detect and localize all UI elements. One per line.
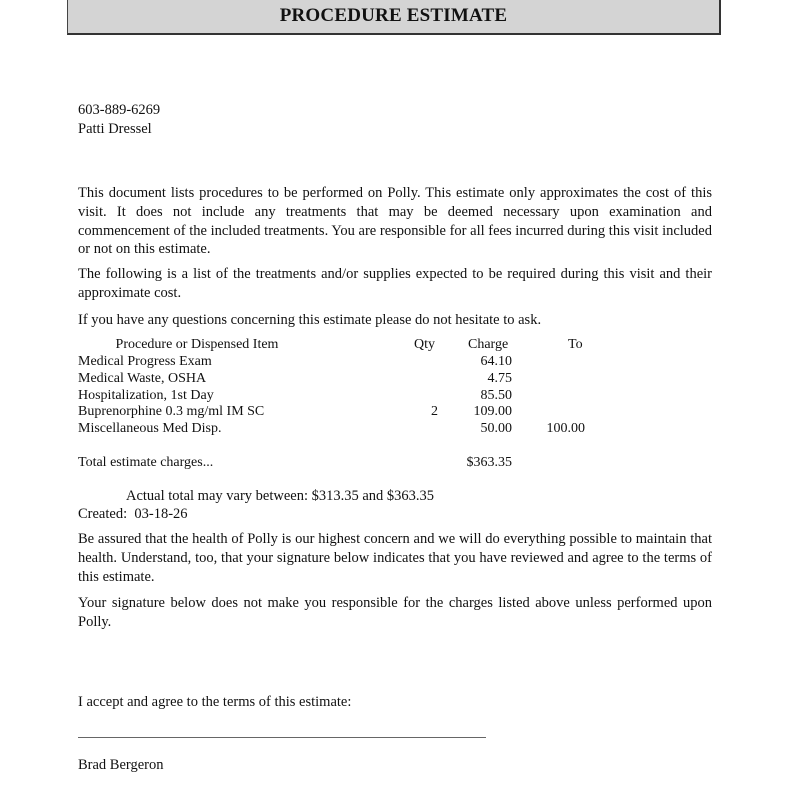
total-value: $363.35 — [466, 455, 512, 470]
table-row-charge: 64.10 — [480, 354, 512, 369]
total-label: Total estimate charges... — [78, 455, 214, 470]
table-row-charge: 50.00 — [480, 421, 512, 436]
table-row-charge: 109.00 — [473, 404, 512, 419]
contact-name: Patti Dressel — [78, 121, 152, 137]
header-box — [67, 0, 721, 35]
accept-text: I accept and agree to the terms of this estimate: — [78, 694, 352, 710]
range-text: Actual total may vary between: $313.35 and $363.35 — [126, 488, 435, 504]
created-text: Created: 03-18-26 — [78, 506, 188, 522]
signer-name: Brad Bergeron — [78, 757, 164, 773]
table-header-qty: Qty — [414, 337, 435, 352]
table-row-charge: 4.75 — [487, 371, 512, 386]
page-title: PROCEDURE ESTIMATE — [279, 5, 508, 26]
table-row-charge: 85.50 — [480, 388, 512, 403]
intro-paragraph: This document lists procedures to be performed on Polly. This estimate only approximates the cost of this visit. It does not include any treatments that may be deemed necessary upon examination and commencement of the included treatments. You are responsible for all fees incurred during this visit included or not on this estimate. — [78, 185, 712, 258]
table-row-item: Miscellaneous Med Disp. — [78, 421, 222, 436]
contact-phone: 603-889-6269 — [78, 102, 161, 118]
table-row-to: 100.00 — [546, 421, 585, 436]
table-row-item: Medical Progress Exam — [78, 354, 212, 369]
signature-line — [78, 737, 486, 738]
responsibility-paragraph: Your signature below does not make you responsible for the charges listed above unless performed upon Polly. — [78, 595, 712, 630]
table-row-item: Medical Waste, OSHA — [78, 371, 207, 386]
assurance-paragraph: Be assured that the health of Polly is our highest concern and we will do everything possible to maintain that health. Understand, too, that your signature below indicates that you have reviewed and agree to the terms of this estimate. — [78, 531, 712, 585]
table-header-to: To — [568, 337, 583, 352]
table-row-item: Buprenorphine 0.3 mg/ml IM SC — [78, 404, 265, 419]
questions-paragraph: If you have any questions concerning this estimate please do not hesitate to ask. — [78, 312, 542, 328]
table-row-item: Hospitalization, 1st Day — [78, 388, 214, 403]
table-header-item: Procedure or Dispensed Item — [115, 337, 279, 352]
table-row-qty: 2 — [431, 404, 438, 419]
list-intro-paragraph: The following is a list of the treatments and/or supplies expected to be required during this visit and their approximate cost. — [78, 266, 712, 301]
table-header-charge: Charge — [468, 337, 509, 352]
